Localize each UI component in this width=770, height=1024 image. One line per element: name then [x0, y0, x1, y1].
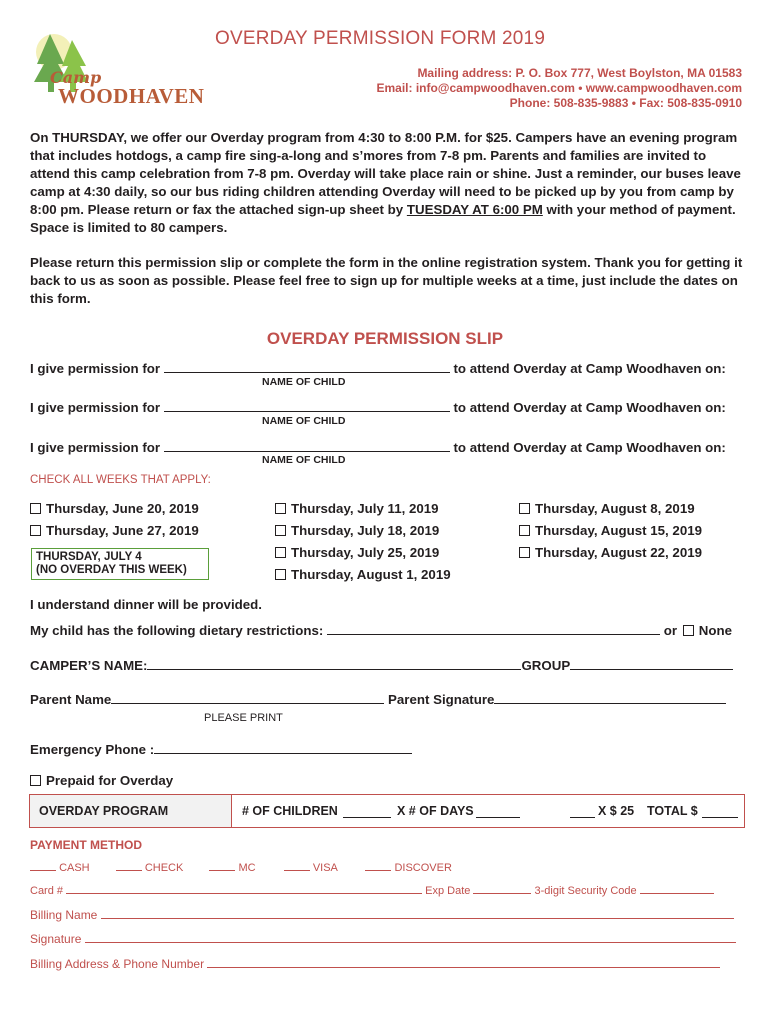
- child-name-field-1[interactable]: [164, 372, 450, 373]
- permission-suffix: to attend Overday at Camp Woodhaven on:: [453, 361, 726, 376]
- exp-date-label: Exp Date: [425, 885, 471, 897]
- week-label: Thursday, August 8, 2019: [535, 501, 695, 516]
- cash-label: CASH: [59, 862, 90, 874]
- mailing-address: Mailing address: P. O. Box 777, West Boylston, MA 01583: [417, 66, 742, 80]
- prepaid-checkbox[interactable]: [30, 775, 41, 786]
- phone-fax: Phone: 508-835-9883 • Fax: 508-835-0910: [509, 96, 742, 110]
- none-checkbox[interactable]: [683, 625, 694, 636]
- total-label: TOTAL $: [647, 804, 698, 818]
- none-label: None: [698, 623, 732, 638]
- name-of-child-label-1: NAME OF CHILD: [262, 376, 346, 388]
- security-code-field[interactable]: [640, 893, 714, 894]
- dietary-label: My child has the following dietary restrictions:: [30, 623, 324, 638]
- days-count-field[interactable]: [476, 805, 520, 818]
- discover-label: DISCOVER: [394, 862, 452, 874]
- permission-suffix: to attend Overday at Camp Woodhaven on:: [453, 440, 726, 455]
- checkbox-icon[interactable]: [30, 525, 41, 536]
- parent-name-field[interactable]: [111, 703, 384, 704]
- card-row: [30, 885, 714, 897]
- or-text: or: [663, 623, 678, 638]
- week-label: Thursday, July 18, 2019: [291, 523, 440, 538]
- week-checkbox-august-15[interactable]: [519, 523, 702, 538]
- exp-date-field[interactable]: [473, 893, 531, 894]
- camper-name-row: [30, 658, 733, 673]
- days-label: X # OF DAYS: [397, 804, 474, 818]
- emergency-phone-row: [30, 742, 412, 757]
- week-label: Thursday, July 25, 2019: [291, 545, 440, 560]
- program-table: [29, 794, 745, 828]
- week-label: Thursday, July 11, 2019: [291, 501, 439, 516]
- permission-suffix: to attend Overday at Camp Woodhaven on:: [453, 400, 726, 415]
- week-checkbox-august-1[interactable]: [275, 567, 451, 582]
- logo-woodhaven-text: WOODHAVEN: [58, 84, 205, 108]
- checkbox-icon[interactable]: [30, 503, 41, 514]
- parent-signature-label: Parent Signature: [388, 692, 495, 707]
- name-of-child-label-3: NAME OF CHILD: [262, 454, 346, 466]
- week-label: Thursday, August 1, 2019: [291, 567, 451, 582]
- deadline-text: TUESDAY AT 6:00 PM: [406, 202, 543, 217]
- intro-text-b: with your method of payment. Space is limited to 80 campers.: [30, 202, 736, 235]
- visa-label: VISA: [312, 862, 338, 874]
- page-title: OVERDAY PERMISSION FORM 2019: [215, 28, 546, 49]
- prepaid-row: [30, 773, 173, 788]
- card-number-field[interactable]: [66, 893, 422, 894]
- week-checkbox-august-8[interactable]: [519, 501, 695, 516]
- checkbox-icon[interactable]: [519, 547, 530, 558]
- intro-paragraph-2: Please return this permission slip or complete the form in the online registration system. Thank you for getting it back to us as soon as possible. Please feel free to sign up for multiple weeks at a time, just include the dates on this form.: [30, 255, 743, 306]
- please-print-label: PLEASE PRINT: [204, 712, 283, 724]
- visa-field[interactable]: [284, 870, 310, 871]
- week-checkbox-august-22[interactable]: [519, 545, 702, 560]
- billing-name-label: Billing Name: [30, 908, 98, 922]
- mc-field[interactable]: [209, 870, 235, 871]
- payment-options-row: [30, 862, 452, 874]
- checkbox-icon[interactable]: [275, 547, 286, 558]
- dinner-statement: I understand dinner will be provided.: [30, 597, 262, 612]
- week-checkbox-june-20[interactable]: [30, 501, 199, 516]
- camper-name-label: CAMPER’S NAME:: [30, 658, 148, 673]
- permission-row-3: [30, 440, 745, 455]
- checkbox-icon[interactable]: [275, 525, 286, 536]
- signature-label: Signature: [30, 932, 82, 946]
- july-4-notice-box: [31, 548, 209, 580]
- week-label: Thursday, August 15, 2019: [535, 523, 703, 538]
- parent-row: [30, 692, 726, 707]
- permission-row-2: [30, 400, 745, 415]
- billing-address-label: Billing Address & Phone Number: [30, 957, 205, 971]
- card-label: Card #: [30, 885, 64, 897]
- price-label: X $ 25: [598, 804, 635, 818]
- july-4-line-1: THURSDAY, JULY 4: [36, 551, 142, 563]
- parent-signature-field[interactable]: [494, 703, 726, 704]
- checkbox-icon[interactable]: [519, 525, 530, 536]
- prepaid-label: Prepaid for Overday: [46, 773, 174, 788]
- week-checkbox-july-25[interactable]: [275, 545, 439, 560]
- security-code-label: 3-digit Security Code: [534, 885, 637, 897]
- checkbox-icon[interactable]: [519, 503, 530, 514]
- permission-prefix: I give permission for: [30, 440, 161, 455]
- child-name-field-2[interactable]: [164, 411, 450, 412]
- signature-row: [30, 932, 736, 946]
- children-count-field[interactable]: [343, 805, 391, 818]
- check-field[interactable]: [116, 870, 142, 871]
- week-label: Thursday, August 22, 2019: [535, 545, 703, 560]
- intro-paragraph-1: [30, 129, 745, 237]
- mc-label: MC: [238, 862, 256, 874]
- billing-name-field[interactable]: [101, 918, 734, 919]
- week-checkbox-july-18[interactable]: [275, 523, 439, 538]
- emergency-phone-label: Emergency Phone :: [30, 742, 155, 757]
- check-label: CHECK: [144, 862, 184, 874]
- email-web: Email: info@campwoodhaven.com • www.campwoodhaven.com: [376, 81, 742, 95]
- camp-logo: [28, 30, 208, 110]
- checkbox-icon[interactable]: [275, 503, 286, 514]
- payment-method-title: PAYMENT METHOD: [30, 838, 143, 852]
- permission-row-1: [30, 361, 745, 376]
- billing-address-field[interactable]: [207, 967, 720, 968]
- billing-name-row: [30, 908, 734, 922]
- total-field[interactable]: [702, 805, 738, 818]
- week-label: Thursday, June 27, 2019: [46, 523, 199, 538]
- week-checkbox-june-27[interactable]: [30, 523, 199, 538]
- cash-field[interactable]: [30, 870, 56, 871]
- logo-camp-text: Camp: [50, 68, 102, 87]
- check-weeks-label: CHECK ALL WEEKS THAT APPLY:: [30, 474, 211, 486]
- week-label: Thursday, June 20, 2019: [46, 501, 199, 516]
- permission-prefix: I give permission for: [30, 361, 161, 376]
- group-field[interactable]: [570, 669, 733, 670]
- permission-prefix: I give permission for: [30, 400, 161, 415]
- price-count-field[interactable]: [570, 805, 595, 818]
- intro-text-a: On THURSDAY, we offer our Overday program from 4:30 to 8:00 P.M. for $25. Campers have an evening program that includes hotdogs, a camp fire sing-a-long and s’mores from 7-8 pm. Parents and families are invited to attend this camp celebration from 7-8 pm. Overday will take place rain or shine. Just a reminder, our buses leave camp at 4:30 daily, so our bus riding children attending Overday will need to be picked up by you from camp by 8:00 pm. Please return or fax the attached sign-up sheet by: [30, 130, 741, 217]
- checkbox-icon[interactable]: [275, 569, 286, 580]
- camper-name-field[interactable]: [147, 669, 521, 670]
- group-label: GROUP: [521, 658, 571, 673]
- parent-name-label: Parent Name: [30, 692, 112, 707]
- children-label: # OF CHILDREN: [242, 804, 338, 818]
- name-of-child-label-2: NAME OF CHILD: [262, 415, 346, 427]
- july-4-line-2: (NO OVERDAY THIS WEEK): [36, 564, 187, 576]
- dietary-restrictions-field[interactable]: [327, 634, 660, 635]
- billing-address-row: [30, 957, 720, 971]
- signature-field[interactable]: [85, 942, 736, 943]
- slip-title: OVERDAY PERMISSION SLIP: [266, 329, 504, 348]
- program-label: OVERDAY PROGRAM: [39, 804, 169, 818]
- week-checkbox-july-11[interactable]: [275, 501, 439, 516]
- emergency-phone-field[interactable]: [154, 753, 412, 754]
- discover-field[interactable]: [365, 870, 391, 871]
- child-name-field-3[interactable]: [164, 451, 450, 452]
- dietary-row: [30, 623, 732, 638]
